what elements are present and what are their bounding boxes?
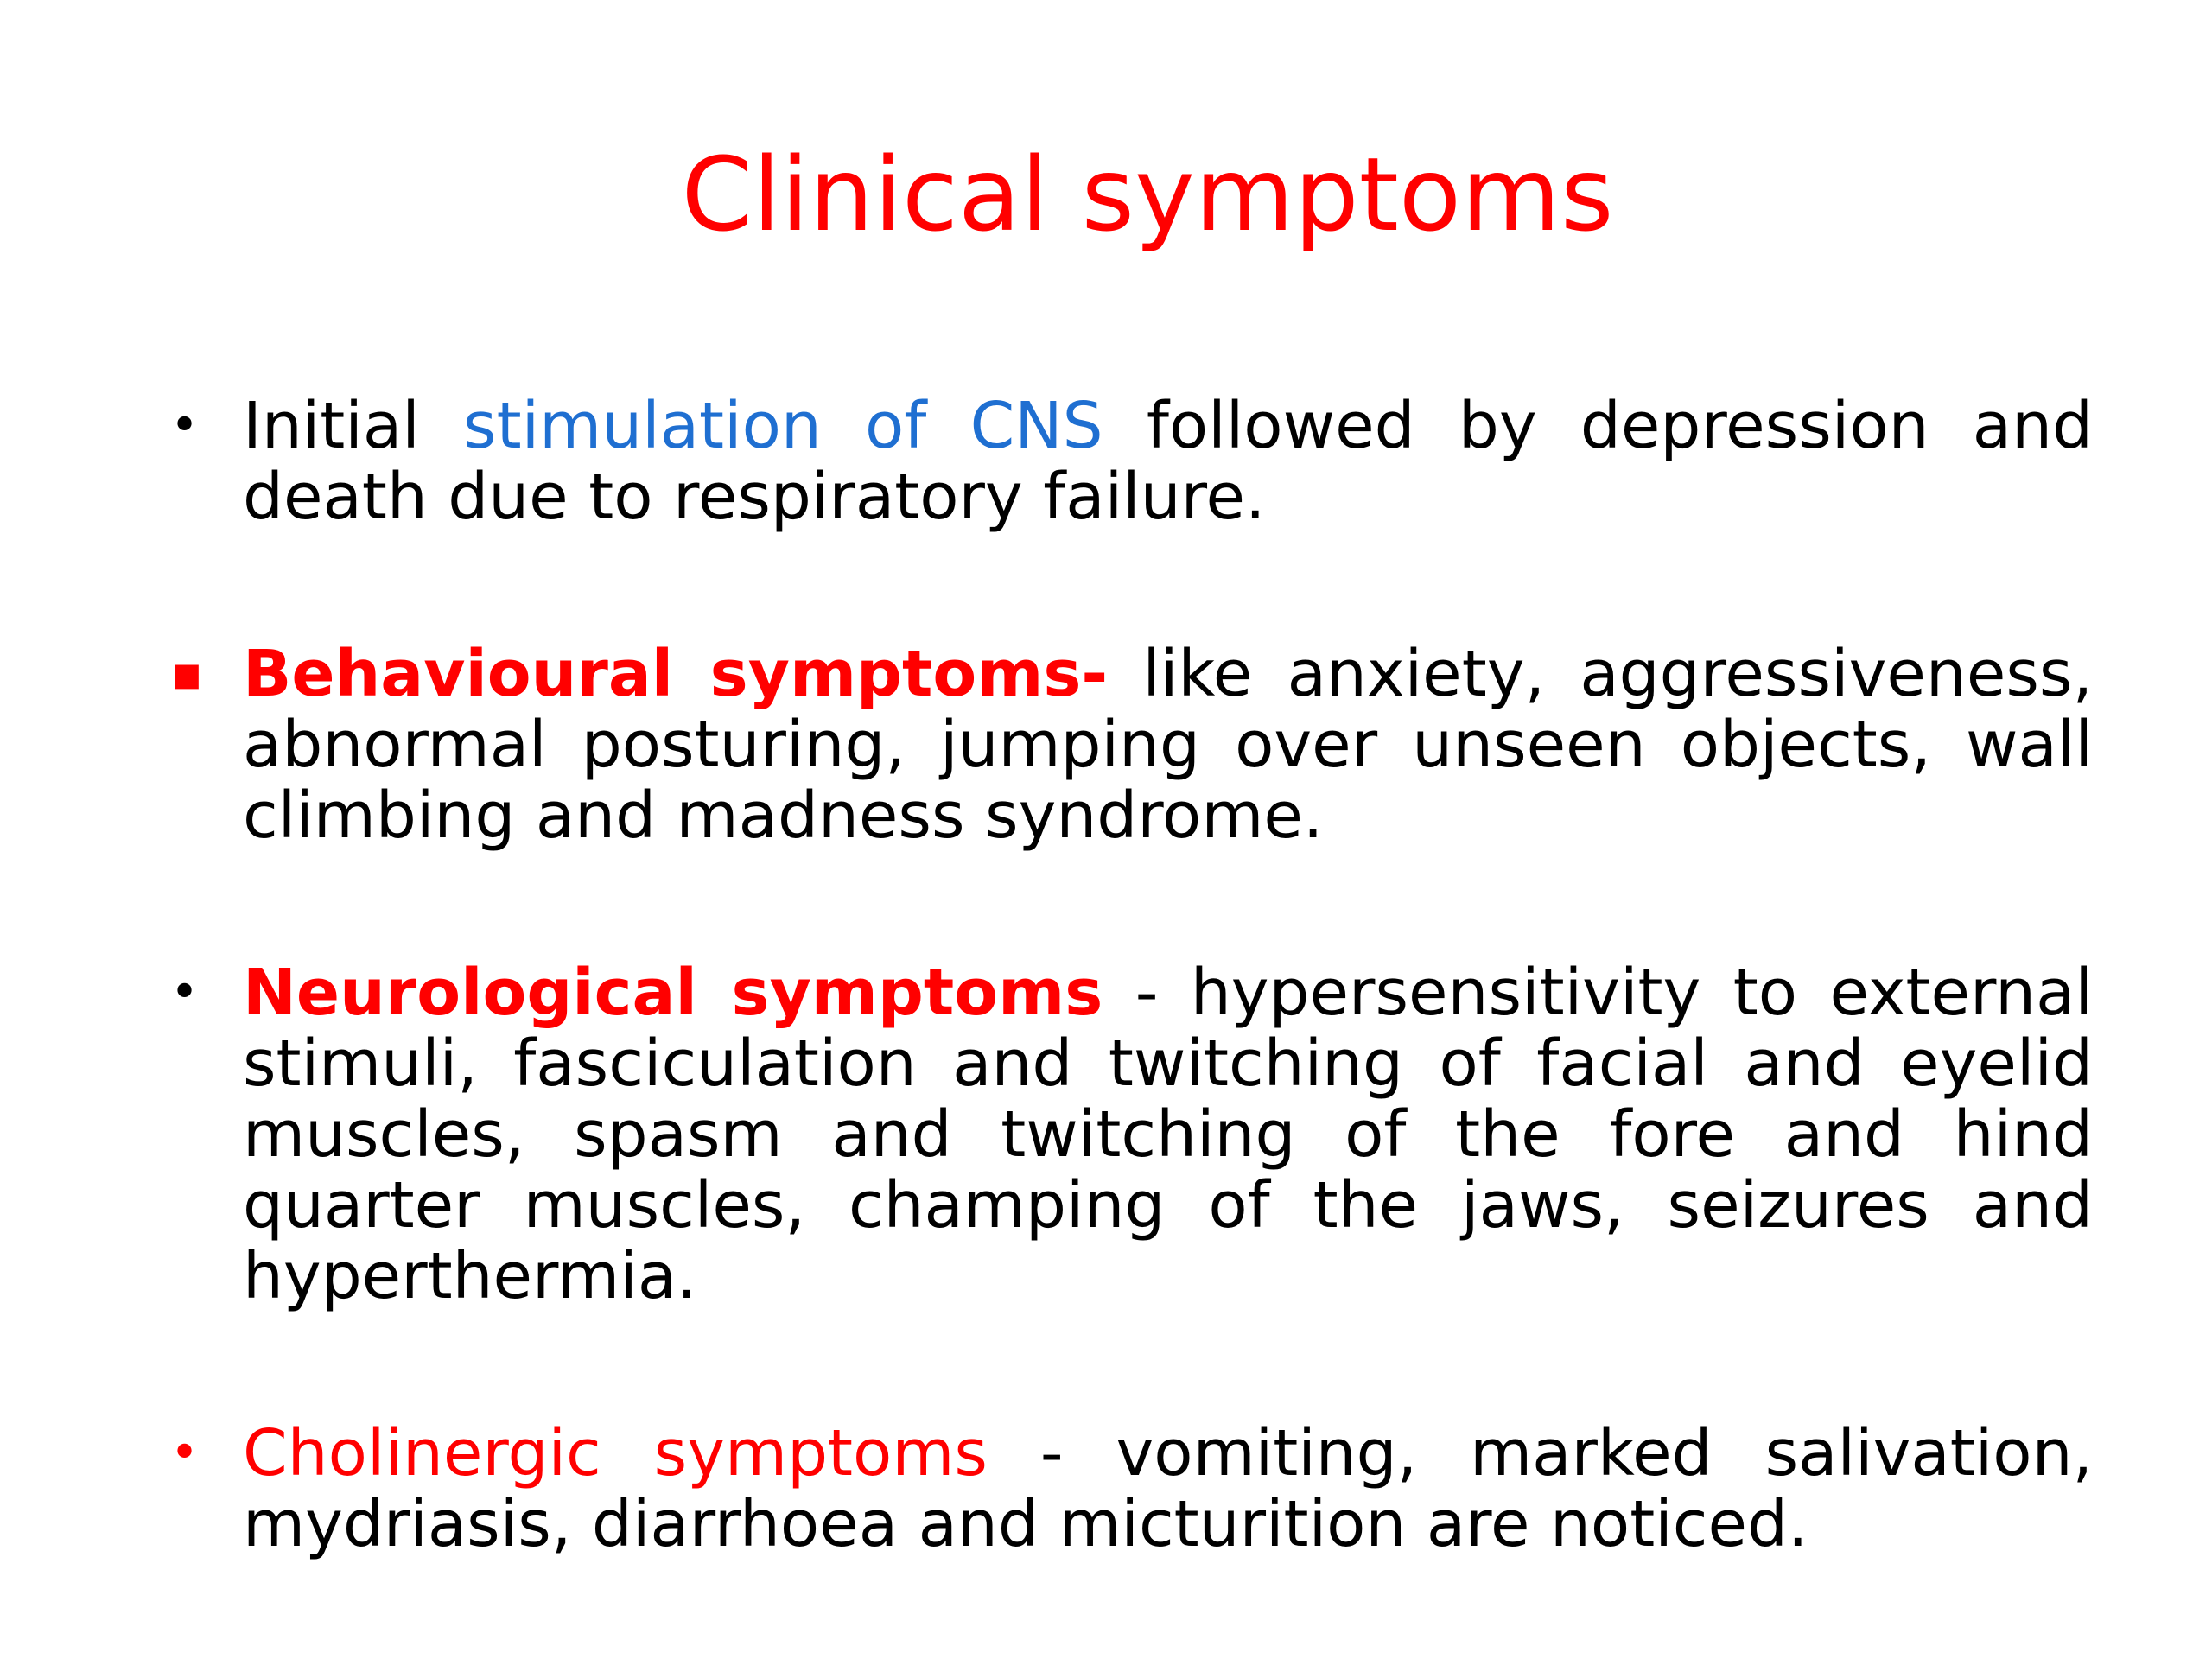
round-bullet-icon: • <box>170 1425 200 1481</box>
square-bullet-icon: ▪ <box>170 645 203 702</box>
item-text: followed by depression and death due to respiratory failure. <box>243 389 2093 534</box>
slide-title: Clinical symptoms <box>681 135 1614 254</box>
list-item-cholinergic <box>170 1418 2093 1560</box>
item-heading: Cholinergic symptoms <box>243 1416 988 1491</box>
list-item-cns <box>170 391 2093 532</box>
item-prefix: Initial <box>243 389 464 463</box>
item-text: - vomiting, marked salivation, mydriasis, diarrhoea and micturition are noticed. <box>243 1416 2093 1561</box>
list-item-neurological <box>170 957 2093 1312</box>
item-heading: Behavioural symptoms- <box>243 637 1109 711</box>
bullet-list <box>170 391 2093 1560</box>
list-item-behavioural <box>170 639 2093 851</box>
item-text: - hypersensitivity to external stimuli, fasciculation and twitching of facial and eyelid muscles, spasm and twitching of the fore and hind quarter muscles, champing of the jaws, seizures and hyperthermia. <box>243 956 2093 1313</box>
round-bullet-icon: • <box>170 964 200 1020</box>
item-highlight: stimulation of CNS <box>463 389 1103 463</box>
round-bullet-icon: • <box>170 397 200 454</box>
item-text: like anxiety, aggressiveness, abnormal posturing, jumping over unseen objects, wall climbing and madness syndrome. <box>243 637 2093 853</box>
item-heading: Neurological symptoms <box>243 956 1103 1030</box>
